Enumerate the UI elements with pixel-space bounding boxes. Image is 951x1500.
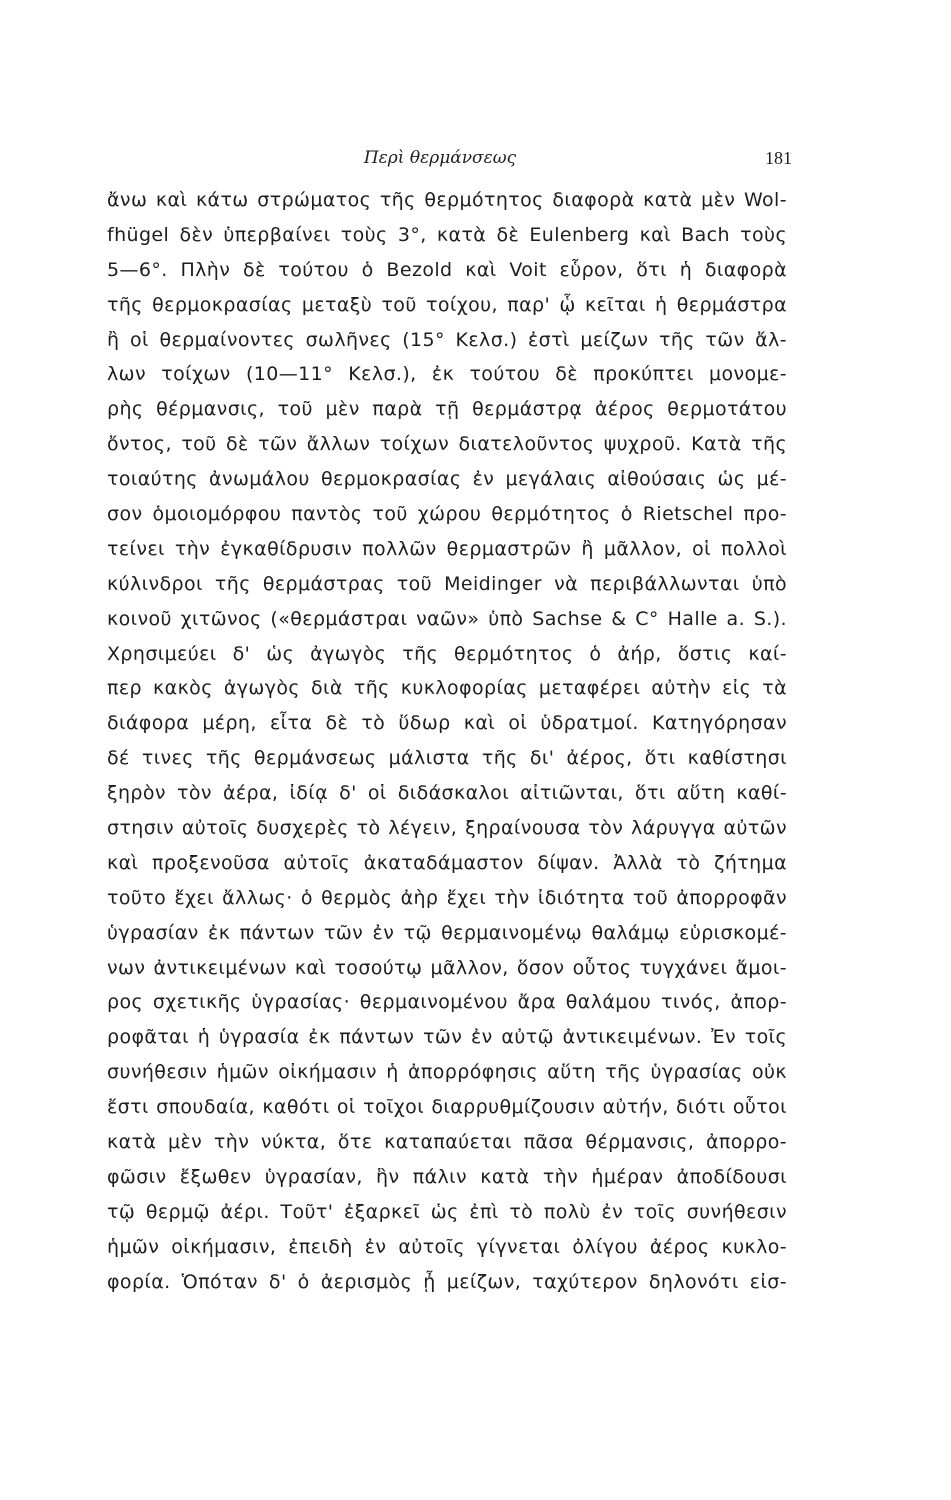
text-line: κατὰ μὲν τὴν νύκτα, ὅτε καταπαύεται πᾶσα θέρμανσις, ἀπορρο- xyxy=(107,1131,787,1154)
text-line: ἄνω καὶ κάτω στρώματος τῆς θερμότητος διαφορὰ κατὰ μὲν Wol- xyxy=(107,189,787,211)
text-line: fhügel δὲν ὑπερβαίνει τοὺς 3°, κατὰ δὲ Eulenberg καὶ Bach τοὺς xyxy=(107,223,787,246)
text-line: τῆς θερμοκρασίας μεταξὺ τοῦ τοίχου, παρ' ᾧ κεῖται ἡ θερμάστρα xyxy=(107,293,787,316)
text-line: φῶσιν ἔξωθεν ὑγρασίαν, ἣν πάλιν κατὰ τὴν ἡμέραν ἀποδίδουσι xyxy=(107,1165,787,1188)
text-line: ρος σχετικῆς ὑγρασίας· θερμαινομένου ἄρα θαλάμου τινός, ἀπορ- xyxy=(107,991,787,1014)
text-line: τοιαύτης ἀνωμάλου θερμοκρασίας ἐν μεγάλαις αἰθούσαις ὡς μέ- xyxy=(107,468,787,491)
page-number: 181 xyxy=(765,148,792,168)
text-line: ρὴς θέρμανσις, τοῦ μὲν παρὰ τῇ θερμάστρᾳ ἀέρος θερμοτάτου xyxy=(107,398,787,421)
text-line: νων ἀντικειμένων καὶ τοσούτῳ μᾶλλον, ὅσον οὗτος τυγχάνει ἄμοι- xyxy=(107,956,787,979)
text-line: ἢ οἱ θερμαίνοντες σωλῆνες (15° Κελσ.) ἐστὶ μείζων τῆς τῶν ἄλ- xyxy=(107,328,787,351)
text-line: κοινοῦ χιτῶνος («θερμάστραι ναῶν» ὑπὸ Sachse & C° Halle a. S.). xyxy=(107,607,787,630)
text-line: ὑγρασίαν ἐκ πάντων τῶν ἐν τῷ θερμαινομένῳ θαλάμῳ εὑρισκομέ- xyxy=(107,921,787,944)
running-title: Περὶ θερμάνσεως xyxy=(363,148,517,168)
text-line: κύλινδροι τῆς θερμάστρας τοῦ Meidinger νὰ περιβάλλωνται ὑπὸ xyxy=(107,572,787,595)
text-line: φορία. Ὁπόταν δ' ὁ ἀερισμὸς ᾖ μείζων, ταχύτερον δηλονότι εἰσ- xyxy=(107,1270,787,1293)
text-line: τοῦτο ἔχει ἄλλως· ὁ θερμὸς ἀὴρ ἔχει τὴν ἰδιότητα τοῦ ἀπορροφᾶν xyxy=(107,886,787,909)
text-line: λων τοίχων (10—11° Κελσ.), ἐκ τούτου δὲ προκύπτει μονομε- xyxy=(107,363,787,386)
text-line: στησιν αὐτοῖς δυσχερὲς τὸ λέγειν, ξηραίνουσα τὸν λάρυγγα αὐτῶν xyxy=(107,817,787,840)
text-line: σον ὁμοιομόρφου παντὸς τοῦ χώρου θερμότητος ὁ Rietschel προ- xyxy=(107,503,787,526)
text-line: τῷ θερμῷ ἀέρι. Τοῦτ' ἐξαρκεῖ ὡς ἐπὶ τὸ πολὺ ἐν τοῖς συνήθεσιν xyxy=(107,1200,787,1223)
text-line: διάφορα μέρη, εἶτα δὲ τὸ ὕδωρ καὶ οἱ ὑδρατμοί. Κατηγόρησαν xyxy=(107,712,787,735)
text-line: δέ τινες τῆς θερμάνσεως μάλιστα τῆς δι' ἀέρος, ὅτι καθίστησι xyxy=(107,747,787,770)
text-line: περ κακὸς ἀγωγὸς διὰ τῆς κυκλοφορίας μεταφέρει αὐτὴν εἰς τὰ xyxy=(107,677,787,700)
text-line: συνήθεσιν ἡμῶν οἰκήμασιν ἡ ἀπορρόφησις αὕτη τῆς ὑγρασίας οὐκ xyxy=(107,1061,787,1084)
text-line: ἔστι σπουδαία, καθότι οἱ τοῖχοι διαρρυθμίζουσιν αὐτήν, διότι οὗτοι xyxy=(107,1096,787,1119)
text-line: τείνει τὴν ἐγκαθίδρυσιν πολλῶν θερμαστρῶν ἢ μᾶλλον, οἱ πολλοὶ xyxy=(107,537,787,560)
body-text xyxy=(107,183,787,1300)
text-line: Χρησιμεύει δ' ὡς ἀγωγὸς τῆς θερμότητος ὁ ἀήρ, ὅστις καί- xyxy=(107,642,787,665)
text-line: ξηρὸν τὸν ἀέρα, ἰδίᾳ δ' οἱ διδάσκαλοι αἰτιῶνται, ὅτι αὕτη καθί- xyxy=(107,782,787,805)
text-line: ὄντος, τοῦ δὲ τῶν ἄλλων τοίχων διατελοῦντος ψυχροῦ. Κατὰ τῆς xyxy=(107,433,787,456)
text-line: 5—6°. Πλὴν δὲ τούτου ὁ Bezold καὶ Voit εὗρον, ὅτι ἡ διαφορὰ xyxy=(107,258,787,281)
running-head xyxy=(90,146,790,176)
text-line: ροφᾶται ἡ ὑγρασία ἐκ πάντων τῶν ἐν αὐτῷ ἀντικειμένων. Ἐν τοῖς xyxy=(107,1026,787,1049)
text-line: καὶ προξενοῦσα αὐτοῖς ἀκαταδάμαστον δίψαν. Ἀλλὰ τὸ ζήτημα xyxy=(107,851,787,874)
text-line: ἡμῶν οἰκήμασιν, ἐπειδὴ ἐν αὐτοῖς γίγνεται ὀλίγου ἀέρος κυκλο- xyxy=(107,1235,787,1258)
